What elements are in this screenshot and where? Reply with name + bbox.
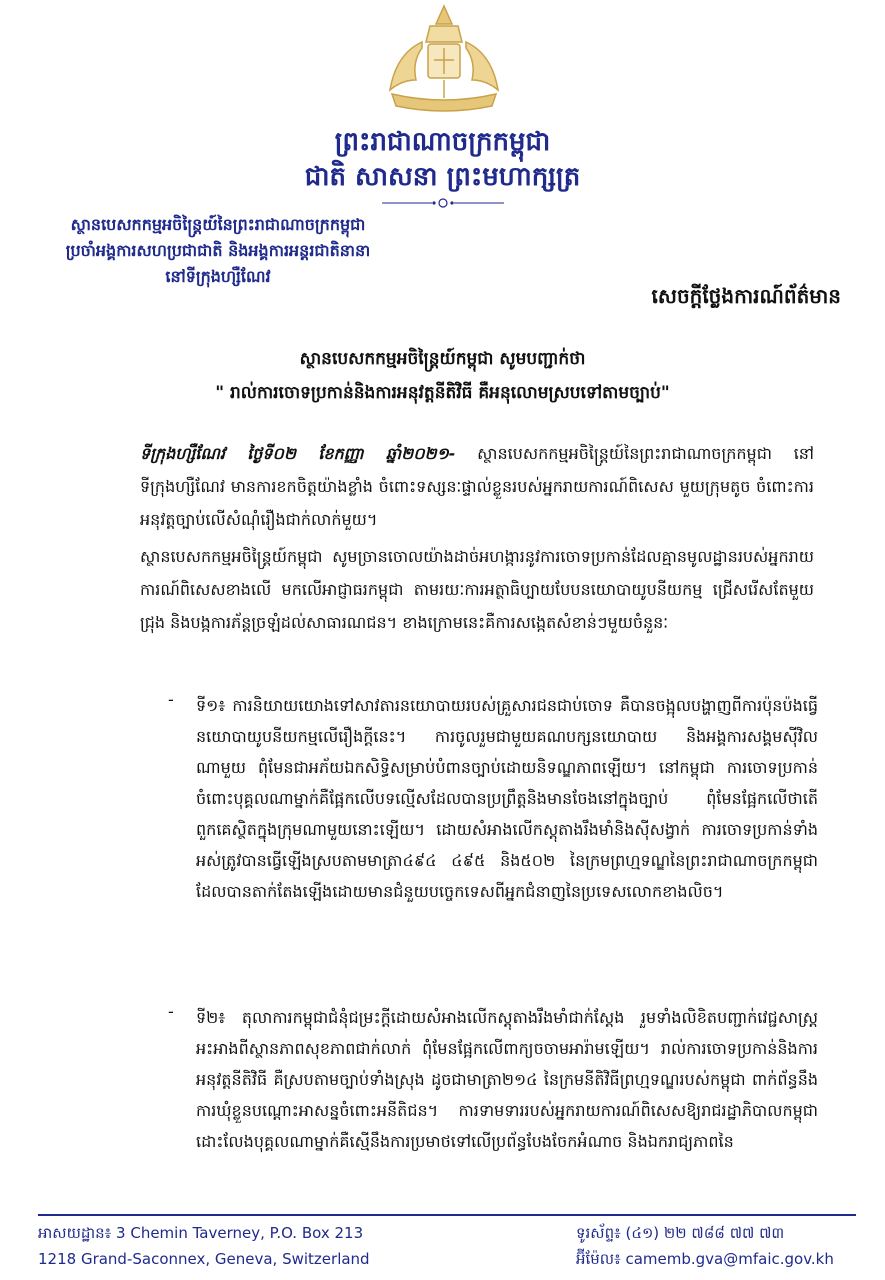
press-release-title: សេចក្តីថ្លែងការណ៍ព័ត៌មាន	[651, 284, 841, 308]
footer-address	[38, 1220, 370, 1272]
email-label: អ៊ីម៉ែល៖	[576, 1250, 621, 1268]
list-item: ទី១៖ ការនិយាយយោងទៅសាវតារនយោបាយរបស់គ្រួសារជនជាប់ចោទ គឺបានចង្អុលបង្ហាញពីការប៉ុនប៉ងធ្វើនយោបាយូបនីយកម្មលើរឿងក្តីនេះ។ ការចូលរួមជាមួយគណបក្សនយោបាយ និងអង្គការសង្គមស៊ីវិលណាមួយ ពុំមែនជាអភ័យឯកសិទ្ធិសម្រាប់បំពានច្បាប់ដោយនិទណ្ឌភាពឡើយ។ នៅកម្ពុជា ការចោទប្រកាន់ចំពោះបុគ្គលណាម្នាក់គឺផ្អែកលើបទល្មើសដែលបានប្រព្រឹត្តនិងមានចែងនៅក្នុងច្បាប់ ពុំមែនផ្អែកលើថាតើពួកគេស្ថិតក្នុងក្រុមណាមួយនោះឡើយ។ ដោយសំអាងលើកស្តុតាងរឹងមាំនិងស៊ីសង្វាក់ ការចោទប្រកាន់ទាំងអស់ត្រូវបានធ្វើឡើងស្របតាមមាត្រា៤៩៤ ៤៩៥ និង៥០២ នៃក្រមព្រហ្មទណ្ឌនៃព្រះរាជាណាចក្រកម្ពុជា ដែលបានតាក់តែងឡើងដោយមានជំនួយបច្ចេកទេសពីអ្នកជំនាញនៃប្រទេសលោកខាងលិច។	[196, 696, 818, 901]
royal-emblem-icon	[372, 2, 517, 122]
address-line-2: 1218 Grand-Saconnex, Geneva, Switzerland	[38, 1250, 370, 1268]
second-paragraph: ស្ថានបេសកកម្មអចិន្ត្រៃយ៍កម្ពុជា សូមច្រានចោលយ៉ាងដាច់អហង្ការនូវការចោទប្រកាន់ដែលគ្មានមូលដ្ឋានរបស់អ្នករាយការណ៍ពិសេសខាងលើ មកលើអាជ្ញាធរកម្ពុជា តាមរយៈការអត្ថាធិប្បាយបែបនយោបាយូបនីយកម្ម ជ្រើសរើសតែមួយជ្រុង និងបង្កការភ័ន្តច្រឡំដល់សាធារណជន។ ខាងក្រោមនេះគឺការសង្កេតសំខាន់ៗមួយចំនួនៈ	[140, 547, 814, 632]
address-line-1: 3 Chemin Taverney, P.O. Box 213	[116, 1224, 364, 1242]
headline-line-1: ស្ថានបេសកកម្មអចិន្ត្រៃយ៍កម្ពុជា សូមបញ្ជាក់ថា	[299, 349, 586, 369]
list-item: ទី២៖ តុលាការកម្ពុជាជំនុំជម្រះក្តីដោយសំអាងលើកស្តុតាងរឹងមាំជាក់ស្តែង រួមទាំងលិខិតបញ្ជាក់វេជ្ជសាស្ត្រ អះអាងពីស្ថានភាពសុខភាពជាក់លាក់ ពុំមែនផ្អែកលើពាក្យចចាមអារ៉ាមឡើយ។ រាល់ការចោទប្រកាន់និងការអនុវត្តនីតិវិធី គឺស្របតាមច្បាប់ទាំងស្រុង ដូចជាមាត្រា២១៤ នៃក្រមនីតិវិធីព្រហ្មទណ្ឌរបស់កម្ពុជា ពាក់ព័ន្ធនឹងការឃុំខ្លួនបណ្តោះអាសន្នចំពោះអនីតិជន។ ការទាមទាររបស់អ្នករាយការណ៍ពិសេសឱ្យរាជរដ្ឋាភិបាលកម្ពុជា ដោះលែងបុគ្គលណាម្នាក់គឺស្មើនឹងការប្រមាថទៅលើប្រព័ន្ធបែងចែកអំណាច និងឯករាជ្យភាពនៃ	[196, 1008, 818, 1151]
ministry-line: នៅទីក្រុងហ្សឺណែវ	[165, 267, 271, 286]
phone-number: (៤១) ២២ ៧៨៨ ៧៧ ៧៣	[625, 1224, 785, 1242]
national-motto: ជាតិ សាសនា ព្រះមហាក្សត្រ	[304, 162, 581, 192]
bullet-dash: -	[168, 690, 174, 709]
address-label: អាសយដ្ឋាន៖	[38, 1224, 112, 1242]
bullet-dash: -	[168, 1002, 174, 1021]
dateline: ទីក្រុងហ្សឺណែវ ថ្ងៃទី០២ ខែកញ្ញា ឆ្នាំ២០២១-	[140, 444, 456, 463]
phone-label: ទូរស័ព្ទ៖	[576, 1224, 621, 1242]
footer-divider	[38, 1214, 856, 1216]
ministry-block	[38, 212, 398, 290]
ornament-divider-icon	[378, 196, 508, 210]
footer-contact	[576, 1220, 834, 1272]
headline-line-2: " រាល់ការចោទប្រកាន់និងការអនុវត្តនីតិវិធី គឺអនុលោមស្របទៅតាមច្បាប់"	[215, 383, 670, 403]
ministry-line: ប្រចាំអង្គការសហប្រជាជាតិ និងអង្គការអន្តរជាតិនានា	[65, 241, 371, 260]
intro-paragraph	[140, 437, 814, 536]
kingdom-name: ព្រះរាជាណាចក្រកម្ពុជា	[334, 127, 551, 157]
email-link[interactable]: camemb.gva@mfaic.gov.kh	[625, 1250, 834, 1268]
ministry-line: ស្ថានបេសកកម្មអចិន្ត្រៃយ៍នៃព្រះរាជាណាចក្រកម្ពុជា	[70, 215, 366, 234]
intro-text: ស្ថានបេសកកម្មអចិន្ត្រៃយ៍នៃព្រះរាជាណាចក្រកម្ពុជា នៅទីក្រុងហ្សឺណែវ មានការខកចិត្តយ៉ាងខ្លាំង ចំពោះទស្សនៈផ្ទាល់ខ្លួនរបស់អ្នករាយការណ៍ពិសេស មួយក្រុមតូច ចំពោះការអនុវត្តច្បាប់លើសំណុំរឿងជាក់លាក់មួយ។	[140, 444, 814, 529]
